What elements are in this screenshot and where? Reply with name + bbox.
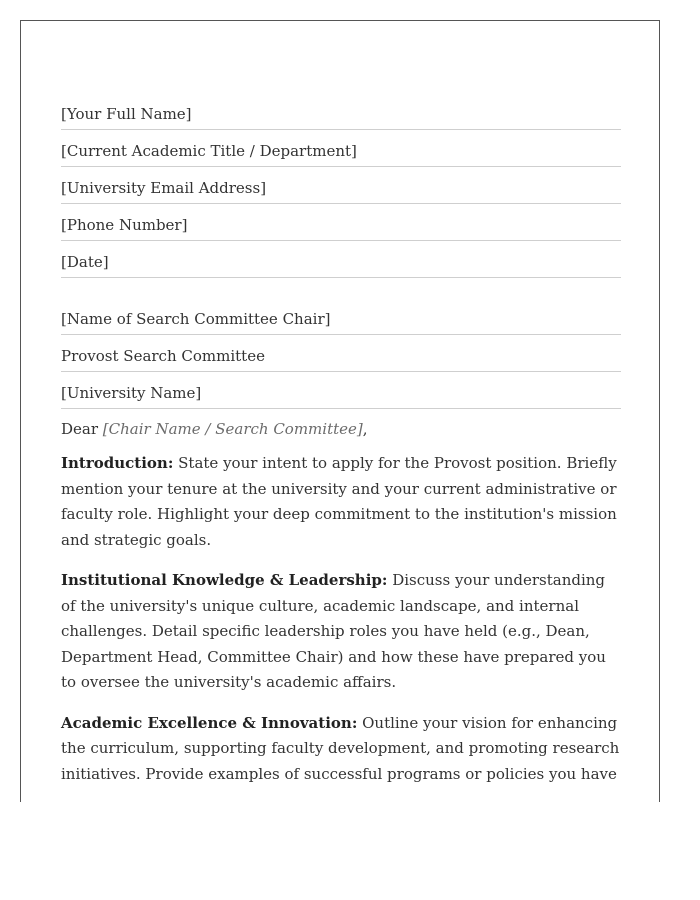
paragraph-introduction [61,451,621,553]
paragraph-academic-excellence [61,711,621,788]
date-field: [Date] [61,249,621,278]
salutation [61,419,621,439]
paragraph-text: State your intent to apply for the Provost position. Briefly mention your tenure at the university and your current administrative or faculty role. Highlight your deep commitment to the institution's mission and strategic goals. [61,454,617,549]
paragraph-text: Discuss your understanding of the university's unique culture, academic landscape, and internal challenges. Detail specific leadership roles you have held (e.g., Dean, Department Head, Committee Chair) and how these have prepared you to oversee the university's academic affairs. [61,571,606,691]
paragraph-heading: Institutional Knowledge & Leadership: [61,571,388,589]
block-spacer [61,286,621,306]
paragraph-institutional-knowledge [61,568,621,696]
salutation-prefix: Dear [61,420,103,438]
sender-title-field: [Current Academic Title / Department] [61,138,621,167]
recipient-university-field: [University Name] [61,380,621,409]
recipient-block [61,306,621,409]
paragraph-heading: Introduction: [61,454,174,472]
paragraph-heading: Academic Excellence & Innovation: [61,713,358,732]
recipient-chair-field: [Name of Search Committee Chair] [61,306,621,335]
salutation-suffix: , [362,420,368,438]
paragraph-text: Outline your vision for enhancing the curriculum, supporting faculty development, and promoting research initiatives. Provide examples of successful programs or policies you have [61,713,620,783]
sender-name-field: [Your Full Name] [61,101,621,130]
letter-page [20,20,660,802]
sender-email-field: [University Email Address] [61,175,621,204]
recipient-committee-field: Provost Search Committee [61,343,621,372]
salutation-placeholder: [Chair Name / Search Committee] [102,420,363,438]
letter-content [61,101,621,802]
sender-phone-field: [Phone Number] [61,212,621,241]
sender-block [61,101,621,278]
